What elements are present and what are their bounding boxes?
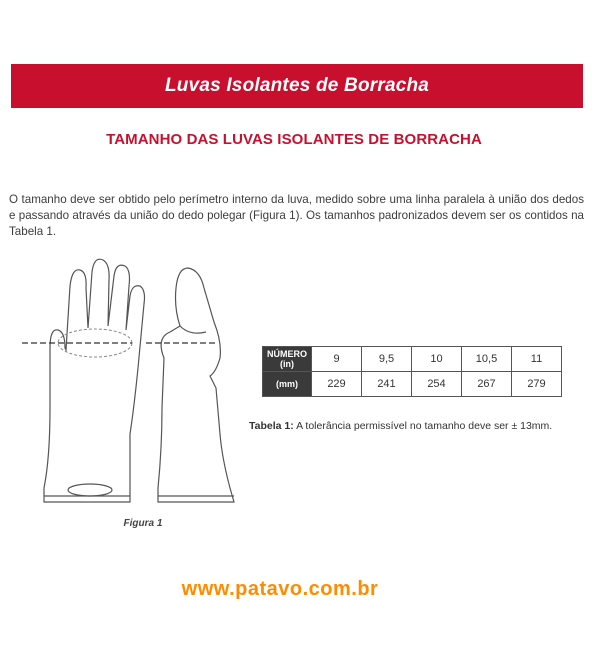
banner-title: Luvas Isolantes de Borracha [164, 75, 430, 96]
size-table [262, 346, 562, 397]
title-banner [11, 64, 583, 108]
glove-figure [20, 258, 250, 538]
table-cell: 9 [312, 347, 362, 372]
table-note-text: A tolerância permissível no tamanho deve ser ± 13mm. [293, 420, 553, 432]
figure-caption: Figura 1 [123, 518, 163, 529]
table-cell: 254 [412, 372, 462, 397]
website-link[interactable]: www.patavo.com.br [181, 578, 379, 600]
table-cell: 279 [512, 372, 562, 397]
table-row [263, 372, 562, 397]
table-cell: 10,5 [462, 347, 512, 372]
table-cell: 267 [462, 372, 512, 397]
description-paragraph: O tamanho deve ser obtido pelo perímetro interno da luva, medido sobre uma linha paralela à união dos dedos e passando através da união do dedo polegar (Figura 1). Os tamanhos padronizados devem ser os contidos na Tabela 1. [9, 193, 584, 238]
glove-illustration [20, 258, 250, 528]
table-cell: 11 [512, 347, 562, 372]
table-cell: 10 [412, 347, 462, 372]
table-note-label: Tabela 1: [249, 420, 294, 432]
table-cell: 229 [312, 372, 362, 397]
table-header-number: NÚMERO (in) [263, 347, 312, 372]
table-header-mm: (mm) [263, 372, 312, 397]
table-cell: 241 [362, 372, 412, 397]
table-row [263, 347, 562, 372]
table-note [249, 420, 552, 432]
table-cell: 9,5 [362, 347, 412, 372]
section-heading: TAMANHO DAS LUVAS ISOLANTES DE BORRACHA [106, 131, 482, 148]
